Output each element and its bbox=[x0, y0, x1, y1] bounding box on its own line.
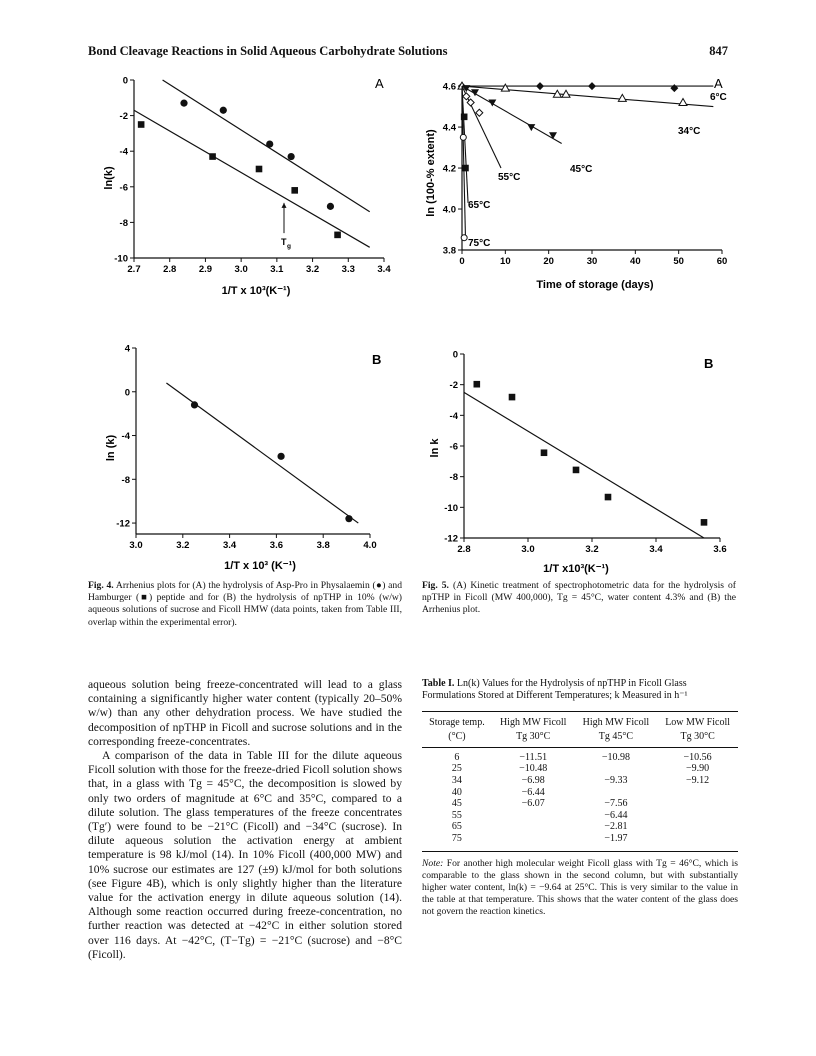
fig4b-x-tick-label: 3.4 bbox=[222, 540, 237, 551]
table-row bbox=[422, 775, 738, 787]
fig4a-point bbox=[180, 100, 187, 107]
table-cell: −10.56 bbox=[683, 751, 712, 763]
fig4b-x-tick-label: 3.0 bbox=[129, 540, 143, 551]
fig5a-point bbox=[549, 132, 557, 139]
fig5a-point bbox=[463, 93, 470, 100]
fig5b-y-tick-label: -2 bbox=[449, 380, 458, 392]
table-note bbox=[422, 858, 738, 919]
fig4a-x-tick-label: 3.3 bbox=[341, 264, 355, 275]
fig5b-point bbox=[509, 394, 516, 401]
fig5b-fit-line bbox=[464, 392, 704, 538]
fig5a-point bbox=[679, 98, 687, 105]
table-cell: −6.07 bbox=[521, 798, 545, 810]
table-cell bbox=[575, 787, 658, 799]
fig4b-x-tick-label: 3.2 bbox=[176, 540, 190, 551]
fig5a-series-label: 65°C bbox=[468, 200, 491, 211]
fig5b-chart bbox=[420, 338, 740, 578]
fig5a-point bbox=[462, 165, 469, 172]
table-1 bbox=[422, 678, 738, 919]
fig5b-panel-label: B bbox=[704, 356, 714, 371]
fig4a-x-tick-label: 2.7 bbox=[127, 264, 141, 275]
table-note-text: For another high molecular weight Ficoll glass with Tg = 46°C, which is comparable to the glass shown in the second column, but with substantially higher water content, ln(k) = −9.64 at 25°C. This is very similar to the value in the table at that temperature. This shows that the water content of the glass does not govern the reaction kinetics. bbox=[422, 857, 738, 918]
fig5a-x-tick-label: 20 bbox=[543, 256, 554, 267]
fig5b-y-tick-label: -4 bbox=[449, 410, 458, 422]
table-cell bbox=[575, 763, 658, 775]
table-cell: −6.44 bbox=[521, 786, 545, 798]
table-grid bbox=[422, 716, 738, 845]
fig4a-x-tick-label: 3.1 bbox=[270, 264, 284, 275]
table-cell: −9.12 bbox=[686, 775, 710, 786]
table-cell: −10.98 bbox=[601, 751, 630, 763]
fig4a-x-tick-label: 2.8 bbox=[163, 264, 177, 275]
fig5a-point bbox=[670, 84, 678, 92]
fig5a-point bbox=[618, 94, 626, 101]
body-paragraph-1: aqueous solution being freeze-concentrated will lead to a glass containing a significantly higher water content (typically 20–50% w/w) than any other dehydration process. We have studied the decomposition of npTHP in Ficoll and sucrose solutions and in the corresponding freeze-concentrates. bbox=[88, 678, 402, 748]
fig4-caption-text: Arrhenius plots for (A) the hydrolysis of Asp-Pro in Physalaemin (●) and Hamburger (■) peptide and for (B) the hydrolysis of npTHP in 10% (w/w) aqueous solutions of sucrose and Ficoll HMW (data points, taken from Table III, overlap within the experimental error). bbox=[88, 580, 402, 628]
fig5a-point bbox=[536, 82, 544, 90]
fig4a-y-tick-label: -6 bbox=[119, 182, 128, 194]
fig4a-xlabel: 1/T x 10³(K⁻¹) bbox=[221, 285, 291, 297]
table-note-label: Note: bbox=[422, 857, 444, 869]
fig4b-y-tick-label: -4 bbox=[121, 431, 130, 443]
fig4b-x-tick-label: 3.6 bbox=[269, 540, 284, 551]
fig5b-x-tick-label: 3.0 bbox=[521, 544, 535, 555]
fig5a-point bbox=[588, 82, 596, 90]
fig4a-y-tick-label: -4 bbox=[119, 146, 128, 158]
table-cell: −7.56 bbox=[604, 798, 628, 810]
table-bottom-rule bbox=[422, 851, 738, 852]
table-cell bbox=[657, 821, 738, 833]
fig4a-y-tick-label: -2 bbox=[119, 111, 128, 123]
fig4a-ylabel: ln(k) bbox=[103, 166, 115, 190]
fig4b-xlabel: 1/T x 10³ (K⁻¹) bbox=[224, 560, 296, 572]
fig5b-x-tick-label: 3.4 bbox=[649, 544, 663, 555]
table-cell bbox=[657, 833, 738, 845]
fig4a-panel-label: A bbox=[375, 76, 384, 91]
table-row bbox=[422, 810, 738, 822]
table-row bbox=[422, 787, 738, 799]
fig4a-chart bbox=[100, 68, 400, 308]
fig4a-y-tick-label: -8 bbox=[119, 217, 128, 229]
fig5a-fit-line bbox=[462, 86, 562, 143]
table-cell: 45 bbox=[451, 798, 462, 810]
fig4a-x-tick-label: 3.2 bbox=[305, 264, 320, 275]
fig4b-y-tick-label: 0 bbox=[124, 387, 130, 399]
fig4a-point bbox=[334, 232, 341, 239]
fig5b-y-tick-label: -10 bbox=[444, 502, 458, 514]
fig4b-x-tick-label: 3.8 bbox=[316, 540, 330, 551]
table-cell bbox=[657, 810, 738, 822]
tg-arrow-head bbox=[282, 203, 287, 208]
fig5a-point bbox=[460, 134, 466, 140]
table-title-label: Table I. bbox=[422, 678, 455, 689]
table-cell: 75 bbox=[451, 832, 462, 844]
fig5-caption-label: Fig. 5. bbox=[422, 580, 449, 591]
fig4b-point bbox=[191, 401, 198, 408]
fig5-caption-text: (A) Kinetic treatment of spectrophotometric data for the hydrolysis of npTHP in Ficoll (MW 400,000), Tg = 45°C, water content 4.3% and (B) the Arrhenius plot. bbox=[422, 580, 736, 616]
fig4b-panel-label: B bbox=[372, 352, 382, 367]
table-cell: 65 bbox=[451, 821, 462, 833]
fig4b-point bbox=[345, 515, 352, 522]
fig5b-x-tick-label: 2.8 bbox=[457, 544, 471, 555]
fig5a-x-tick-label: 40 bbox=[630, 256, 641, 267]
fig4a-x-tick-label: 2.9 bbox=[198, 264, 213, 275]
fig5a-point bbox=[501, 84, 509, 91]
fig5a-ylabel: ln (100-% extent) bbox=[425, 129, 437, 217]
fig4b-y-tick-label: 4 bbox=[124, 343, 130, 355]
fig4b-y-tick-label: -12 bbox=[116, 518, 130, 530]
table-header-rule bbox=[422, 747, 738, 748]
fig4a-x-tick-label: 3.4 bbox=[377, 264, 391, 275]
table-title bbox=[422, 678, 738, 703]
table-cell: −6.98 bbox=[521, 775, 545, 786]
fig5a-point bbox=[562, 90, 570, 97]
fig4a-point bbox=[256, 166, 263, 173]
fig5a-y-tick-label: 4.0 bbox=[442, 204, 456, 216]
table-row bbox=[422, 833, 738, 845]
tg-label: T bbox=[281, 237, 287, 248]
fig5a-point bbox=[461, 235, 467, 241]
table-subheader: (°C) bbox=[448, 730, 466, 742]
table-cell: 34 bbox=[451, 775, 462, 786]
table-cell: −10.48 bbox=[519, 763, 548, 775]
fig5a-series-label: 6°C bbox=[710, 92, 727, 103]
fig4a-point bbox=[266, 140, 273, 147]
fig5b-y-tick-label: -8 bbox=[449, 472, 458, 484]
fig5b-x-tick-label: 3.6 bbox=[713, 544, 727, 555]
table-subheader: Tg 30°C bbox=[516, 730, 551, 742]
fig4b-chart bbox=[100, 338, 400, 578]
fig5a-y-tick-label: 3.8 bbox=[442, 245, 456, 257]
fig5b-point bbox=[474, 381, 481, 388]
table-cell bbox=[492, 833, 575, 845]
fig5b-x-tick-label: 3.2 bbox=[585, 544, 599, 555]
table-cell: 6 bbox=[454, 751, 460, 763]
fig4a-point bbox=[288, 153, 295, 160]
table-title-text: Ln(k) Values for the Hydrolysis of npTHP in Ficoll Glass Formulations Stored at Different Temperatures; k Measured in h⁻¹ bbox=[422, 678, 688, 702]
table-subheader: Tg 30°C bbox=[680, 730, 715, 742]
fig4a-point bbox=[327, 203, 334, 210]
table-row bbox=[422, 763, 738, 775]
table-cell bbox=[492, 821, 575, 833]
fig4b-x-tick-label: 4.0 bbox=[363, 540, 377, 551]
fig4a-point bbox=[220, 107, 227, 114]
fig5a-panel-label: A bbox=[714, 76, 723, 91]
table-cell bbox=[657, 798, 738, 810]
fig4a-fit-line-1 bbox=[163, 80, 370, 212]
fig5a-chart bbox=[420, 68, 740, 308]
fig5a-x-tick-label: 10 bbox=[500, 256, 511, 267]
fig4a-y-tick-label: 0 bbox=[122, 75, 128, 87]
table-cell: −9.33 bbox=[604, 775, 628, 786]
fig5a-x-tick-label: 60 bbox=[716, 256, 728, 267]
fig5a-series-label: 45°C bbox=[570, 164, 593, 175]
fig4a-fit-line-2 bbox=[134, 110, 370, 247]
fig5b-point bbox=[541, 449, 548, 456]
fig5b-point bbox=[573, 467, 580, 474]
table-header: Storage temp. bbox=[429, 716, 485, 728]
fig4-caption-label: Fig. 4. bbox=[88, 580, 114, 591]
table-header: High MW Ficoll bbox=[499, 716, 567, 728]
table-row bbox=[422, 821, 738, 833]
table-header: Low MW Ficoll bbox=[665, 716, 731, 728]
fig5a-x-tick-label: 0 bbox=[459, 256, 465, 267]
running-title: Bond Cleavage Reactions in Solid Aqueous Carbohydrate Solutions bbox=[88, 44, 448, 58]
fig5-caption bbox=[422, 580, 736, 617]
fig4b-ylabel: ln (k) bbox=[105, 434, 117, 462]
table-cell: −9.90 bbox=[686, 763, 710, 775]
table-cell: 55 bbox=[451, 809, 462, 821]
table-cell: 25 bbox=[451, 763, 462, 775]
body-paragraph-2: A comparison of the data in Table III for the dilute aqueous Ficoll solution with those for the freeze-dried Ficoll solution shows that, in a glass with Tg = 45°C, the decomposition is slowed by only two orders of magnitude at 6°C and 35°C, compared to a dilute solution. The glass temperatures of the freeze concentrates (Tg′) were found to be −21°C (Ficoll) and −34°C (sucrose). In dilute aqueous solution the activation energy at ambient temperature is 98 kJ/mol (14). In 10% Ficoll (400,000 MW) and 10% sucrose our estimates are 127 (±9) kJ/mol for both solutions (see Figure 4B), which is only slightly higher than the literature value for the activation energy in dilute aqueous solution (14). Although some reaction occurred during freeze-concentration, no further reaction was detected at −42°C in either solution stored over 116 days. At −42°C, (T−Tg) = −21°C (sucrose) and −8°C (Ficoll). bbox=[88, 749, 402, 961]
table-cell bbox=[492, 810, 575, 822]
table-header: High MW Ficoll bbox=[582, 716, 650, 728]
fig5a-y-tick-label: 4.2 bbox=[442, 163, 456, 175]
table-subheader: Tg 45°C bbox=[598, 730, 634, 742]
table-cell: −6.44 bbox=[604, 809, 628, 821]
fig4a-point bbox=[138, 121, 145, 128]
table-cell: −11.51 bbox=[519, 751, 548, 763]
table-cell: 40 bbox=[451, 786, 462, 798]
fig4a-y-tick-label: -10 bbox=[114, 253, 128, 265]
fig4a-point bbox=[291, 187, 298, 194]
fig5a-series-label: 55°C bbox=[498, 172, 521, 183]
fig5b-point bbox=[701, 519, 708, 526]
fig4-caption bbox=[88, 580, 402, 629]
fig5a-series-label: 75°C bbox=[468, 238, 491, 249]
fig5b-ylabel: ln k bbox=[429, 438, 441, 458]
fig5a-x-tick-label: 50 bbox=[673, 256, 684, 267]
table-top-rule bbox=[422, 711, 738, 712]
fig5a-xlabel: Time of storage (days) bbox=[536, 279, 654, 291]
fig5b-xlabel: 1/T x10³(K⁻¹) bbox=[543, 563, 609, 575]
fig4a-x-tick-label: 3.0 bbox=[234, 264, 248, 275]
body-text bbox=[88, 678, 402, 962]
fig5a-y-tick-label: 4.6 bbox=[442, 81, 456, 93]
fig5a-point bbox=[461, 114, 468, 121]
page-number: 847 bbox=[709, 44, 728, 58]
fig4b-y-tick-label: -8 bbox=[121, 474, 130, 486]
table-cell bbox=[657, 787, 738, 799]
fig5b-y-tick-label: 0 bbox=[452, 349, 458, 361]
fig4a-point bbox=[209, 153, 216, 160]
fig5a-y-tick-label: 4.4 bbox=[442, 122, 456, 134]
tg-label-subscript: g bbox=[287, 243, 291, 251]
fig5a-point bbox=[476, 109, 483, 116]
fig5b-y-tick-label: -6 bbox=[449, 441, 458, 453]
fig5b-y-tick-label: -12 bbox=[444, 533, 458, 545]
fig4b-point bbox=[277, 453, 284, 460]
table-row bbox=[422, 752, 738, 764]
table-row bbox=[422, 798, 738, 810]
fig5b-point bbox=[605, 494, 612, 501]
fig5a-x-tick-label: 30 bbox=[586, 256, 598, 267]
table-cell: −2.81 bbox=[604, 821, 628, 833]
fig5a-series-label: 34°C bbox=[678, 126, 701, 137]
table-cell: −1.97 bbox=[604, 832, 628, 844]
